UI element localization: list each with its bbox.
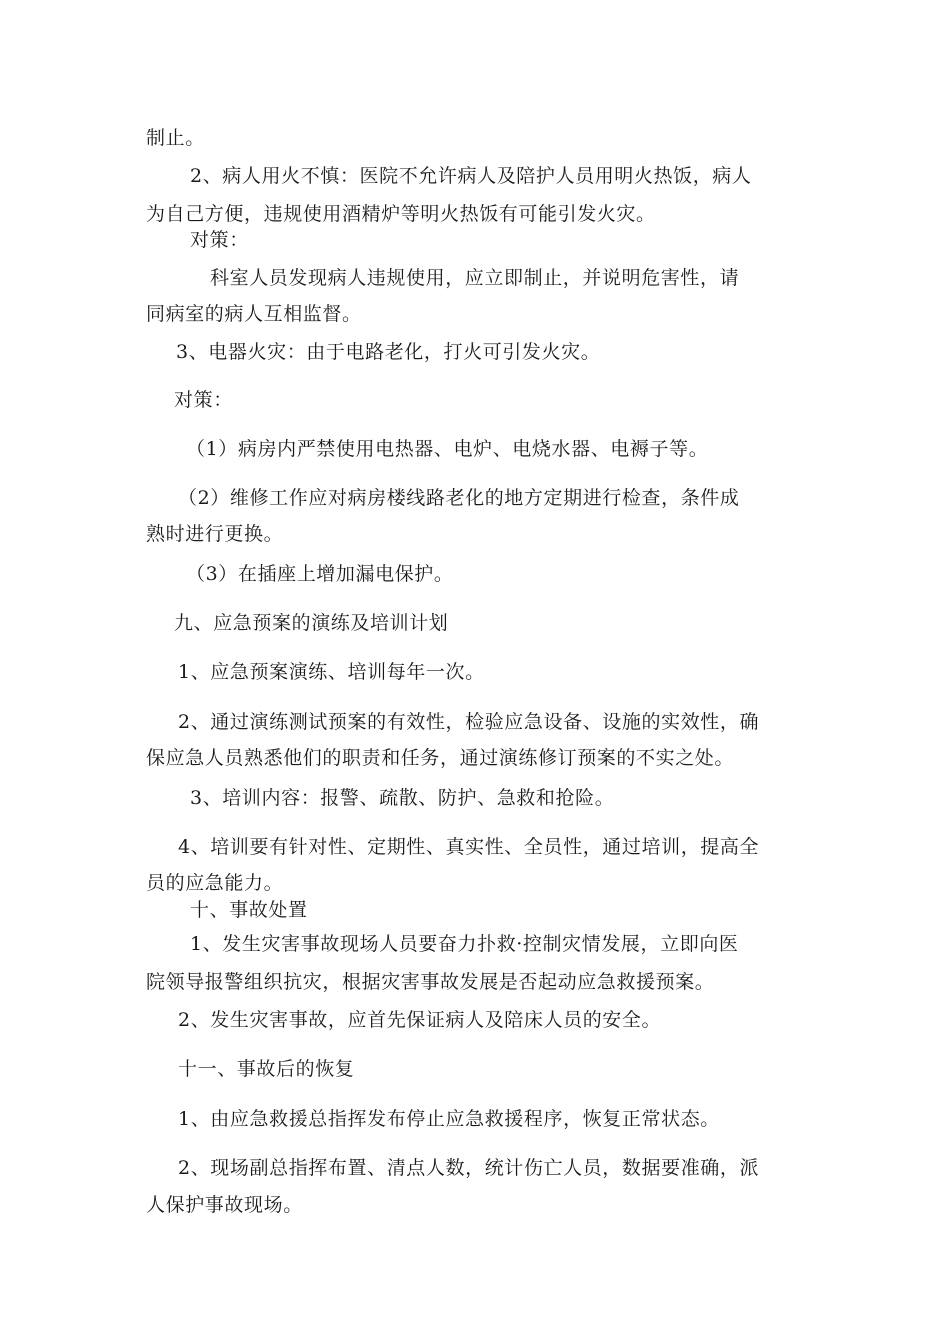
text-line: （2）维修工作应对病房楼线路老化的地方定期进行检查，条件成 <box>178 487 740 509</box>
text-line: （3）在插座上增加漏电保护。 <box>186 563 454 585</box>
text-line: 熟时进行更换。 <box>146 523 284 545</box>
text-line: 1、应急预案演练、培训每年一次。 <box>178 661 485 683</box>
text-line: 为自己方便，违规使用酒精炉等明火热饭有可能引发火灾。 <box>146 203 656 225</box>
text-line: 1、由应急救援总指挥发布停止应急救援程序，恢复正常状态。 <box>178 1108 720 1130</box>
text-line: 院领导报警组织抗灾，根据灾害事故发展是否起动应急救援预案。 <box>146 971 715 993</box>
text-line: 4、培训要有针对性、定期性、真实性、全员性，通过培训，提高全 <box>178 836 760 858</box>
text-line: 制止。 <box>146 127 205 149</box>
text-line: 2、发生灾害事故，应首先保证病人及陪床人员的安全。 <box>178 1009 662 1031</box>
text-line: 对策： <box>174 389 233 411</box>
section-heading: 十一、事故后的恢复 <box>178 1058 355 1080</box>
text-line: 对策： <box>190 229 249 251</box>
section-heading: 九、应急预案的演练及培训计划 <box>174 612 449 634</box>
text-line: 3、电器火灾：由于电路老化，打火可引发火灾。 <box>176 341 601 363</box>
text-line: 人保护事故现场。 <box>146 1194 303 1216</box>
section-heading: 十、事故处置 <box>190 899 308 921</box>
text-line: 3、培训内容：报警、疏散、防护、急救和抢险。 <box>190 787 615 809</box>
text-line: 科室人员发现病人违规使用，应立即制止，并说明危害性，请 <box>210 267 740 289</box>
text-line: 保应急人员熟悉他们的职责和任务，通过演练修订预案的不实之处。 <box>146 747 735 769</box>
text-line: 1、发生灾害事故现场人员要奋力扑救·控制灾情发展，立即向医 <box>190 933 739 955</box>
text-line: （1）病房内严禁使用电热器、电炉、电烧水器、电褥子等。 <box>186 438 709 460</box>
text-line: 员的应急能力。 <box>146 872 284 894</box>
text-line: 2、通过演练测试预案的有效性，检验应急设备、设施的实效性，确 <box>178 711 760 733</box>
text-line: 同病室的病人互相监督。 <box>146 303 362 325</box>
text-line: 2、病人用火不慎：医院不允许病人及陪护人员用明火热饭，病人 <box>190 165 752 187</box>
text-line: 2、现场副总指挥布置、清点人数，统计伤亡人员，数据要准确，派 <box>178 1157 760 1179</box>
